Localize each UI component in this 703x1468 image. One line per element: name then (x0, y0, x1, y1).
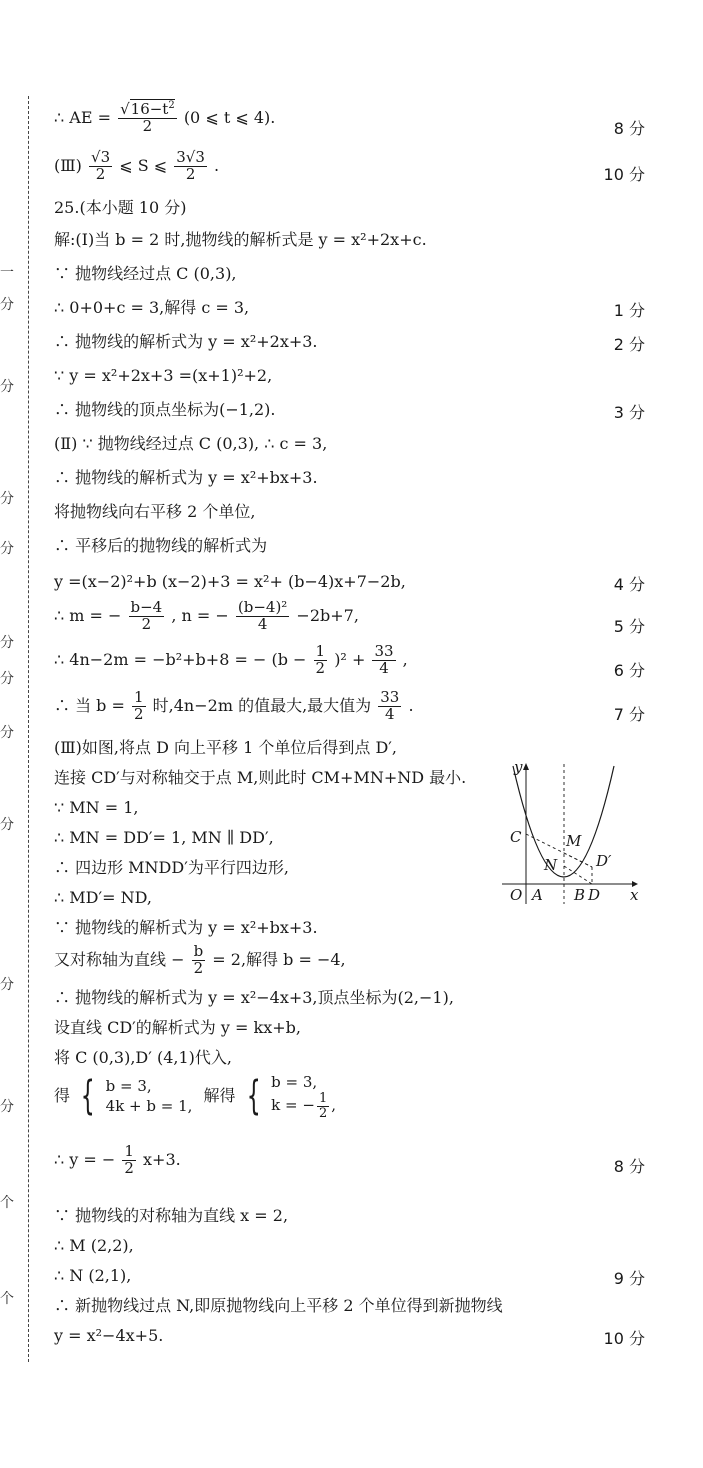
edge-fragment: 分 (0, 491, 14, 507)
question-heading: 25.(本小题 10 分) (54, 198, 187, 217)
edge-fragment: 个 (0, 1291, 14, 1307)
text-line: 将抛物线向右平移 2 个单位, (54, 502, 256, 521)
label-c: C (510, 828, 522, 846)
s-left-fraction: $\frac{√3}{2}$ (91, 148, 111, 183)
score-label: 3 分 (613, 403, 645, 422)
equation-system-2: b = 3, k = − $\frac{1}{2}$ , (271, 1073, 336, 1121)
equation-systems-line: 得 { b = 3, 4k + b = 1, 解得 { b = 3, k = − $\frac{1}{2}$ , (54, 1073, 336, 1121)
text-line: (Ⅲ)如图,将点 D 向上平移 1 个单位后得到点 D′, (54, 738, 397, 757)
edge-fragment: 分 (0, 671, 14, 687)
edge-fragment: 分 (0, 379, 14, 395)
mn-formula-line: ∴ m = − $\frac{b-4}{2}$ , n = − $\frac{\text{(b−4)²}}{4}$ −2b+7, (54, 598, 359, 633)
edge-fragment: 一 (0, 265, 14, 281)
ae-label: ∴ AE = (54, 107, 111, 127)
text-line: ∵ 抛物线经过点 C (0,3), (54, 264, 237, 283)
label-b: B (574, 886, 586, 904)
edge-fragment: 分 (0, 541, 14, 557)
text-line: ∴ 抛物线的解析式为 y = x²+bx+3. (54, 468, 318, 487)
s-right-fraction: $\frac{3√3}{2}$ (176, 148, 205, 183)
text-line: y = x²−4x+5. (54, 1326, 164, 1345)
parabola-figure (500, 758, 650, 908)
text-line: 设直线 CD′的解析式为 y = kx+b, (54, 1018, 301, 1037)
text-line: 连接 CD′与对称轴交于点 M,则此时 CM+MN+ND 最小. (54, 768, 467, 787)
ae-denominator: 2 (142, 116, 153, 135)
text-line: ∴ 新抛物线过点 N,即原抛物线向上平移 2 个单位得到新抛物线 (54, 1296, 503, 1315)
text-line: ∴ 四边形 MNDD′为平行四边形, (54, 858, 289, 877)
max-expression-line: ∴ 4n−2m = −b²+b+8 = − (b − $\frac{1}{2}$ )² + $\frac{33}{4}$ , (54, 642, 408, 677)
score-label: 9 分 (613, 1269, 645, 1288)
label-x: x (630, 886, 639, 904)
score-label: 10 分 (603, 165, 645, 184)
label-a: A (532, 886, 543, 904)
label-d: D (588, 886, 601, 904)
text-line: 将 C (0,3),D′ (4,1)代入, (54, 1048, 232, 1067)
ae-numerator: 16−t (130, 100, 169, 118)
max-value-line: ∴ 当 b = $\frac{1}{2}$ 时,4n−2m 的值最大,最大值为 $\frac{33}{4}$ . (54, 688, 414, 723)
text-line: ∴ MD′= ND, (54, 888, 152, 907)
ae-range: (0 ⩽ t ⩽ 4). (183, 107, 276, 127)
score-label: 8 分 (613, 1157, 645, 1176)
label-d-prime: D′ (596, 852, 612, 870)
segment-md-prime (564, 853, 592, 867)
score-label: 1 分 (613, 301, 645, 320)
text-line: ∴ MN = DD′= 1, MN ∥ DD′, (54, 828, 274, 847)
y-axis-arrow (523, 763, 529, 770)
equation-system-1: b = 3, 4k + b = 1, (105, 1077, 193, 1116)
text-line: ∵ MN = 1, (54, 798, 139, 817)
text-line: ∴ 抛物线的解析式为 y = x²−4x+3,顶点坐标为(2,−1), (54, 988, 454, 1007)
text-line: ∴ 平移后的抛物线的解析式为 (54, 536, 268, 555)
score-label: 8 分 (613, 119, 645, 138)
binding-dashed-line (28, 96, 29, 1362)
score-label: 7 分 (613, 705, 645, 724)
label-m: M (566, 832, 582, 850)
label-y: y (514, 758, 523, 776)
score-label: 6 分 (613, 661, 645, 680)
label-n: N (544, 856, 558, 874)
text-line: y =(x−2)²+b (x−2)+3 = x²+ (b−4)x+7−2b, (54, 572, 406, 591)
text-line: ∴ 抛物线的顶点坐标为(−1,2). (54, 400, 276, 419)
edge-fragment: 分 (0, 817, 14, 833)
edge-fragment: 分 (0, 1099, 14, 1115)
score-label: 4 分 (613, 575, 645, 594)
text-line: ∵ y = x²+2x+3 =(x+1)²+2, (54, 366, 273, 385)
s-range-line: (Ⅲ) $\frac{√3}{2}$ ⩽ S ⩽ $\frac{3√3}{2}$ . (54, 148, 220, 183)
text-line: ∴ N (2,1), (54, 1266, 132, 1285)
text-line: (Ⅱ) ∵ 抛物线经过点 C (0,3), ∴ c = 3, (54, 434, 328, 453)
text-line: ∵ 抛物线的解析式为 y = x²+bx+3. (54, 918, 318, 937)
ae-fraction: $\frac{√16-t^2}{2}$ (120, 100, 175, 135)
edge-fragment: 分 (0, 297, 14, 313)
ae-formula-line (54, 102, 275, 135)
edge-fragment: 分 (0, 635, 14, 651)
text-line: ∴ 抛物线的解析式为 y = x²+2x+3. (54, 332, 318, 351)
edge-fragment: 个 (0, 1195, 14, 1211)
text-line: ∴ M (2,2), (54, 1236, 134, 1255)
part-iii-marker: (Ⅲ) (54, 155, 82, 175)
axis-line: 又对称轴为直线 − $\frac{b}{2}$ = 2,解得 b = −4, (54, 942, 346, 977)
s-inequality: ⩽ S ⩽ (119, 155, 168, 175)
line-equation: ∴ y = − $\frac{1}{2}$ x+3. (54, 1142, 181, 1177)
label-o: O (510, 886, 523, 904)
edge-fragment: 分 (0, 725, 14, 741)
text-line: ∵ 抛物线的对称轴为直线 x = 2, (54, 1206, 289, 1225)
edge-fragment: 分 (0, 977, 14, 993)
score-label: 2 分 (613, 335, 645, 354)
score-label: 5 分 (613, 617, 645, 636)
text-line: 解:(Ⅰ)当 b = 2 时,抛物线的解析式是 y = x²+2x+c. (54, 230, 427, 249)
text-line: ∴ 0+0+c = 3,解得 c = 3, (54, 298, 250, 317)
score-label: 10 分 (603, 1329, 645, 1348)
